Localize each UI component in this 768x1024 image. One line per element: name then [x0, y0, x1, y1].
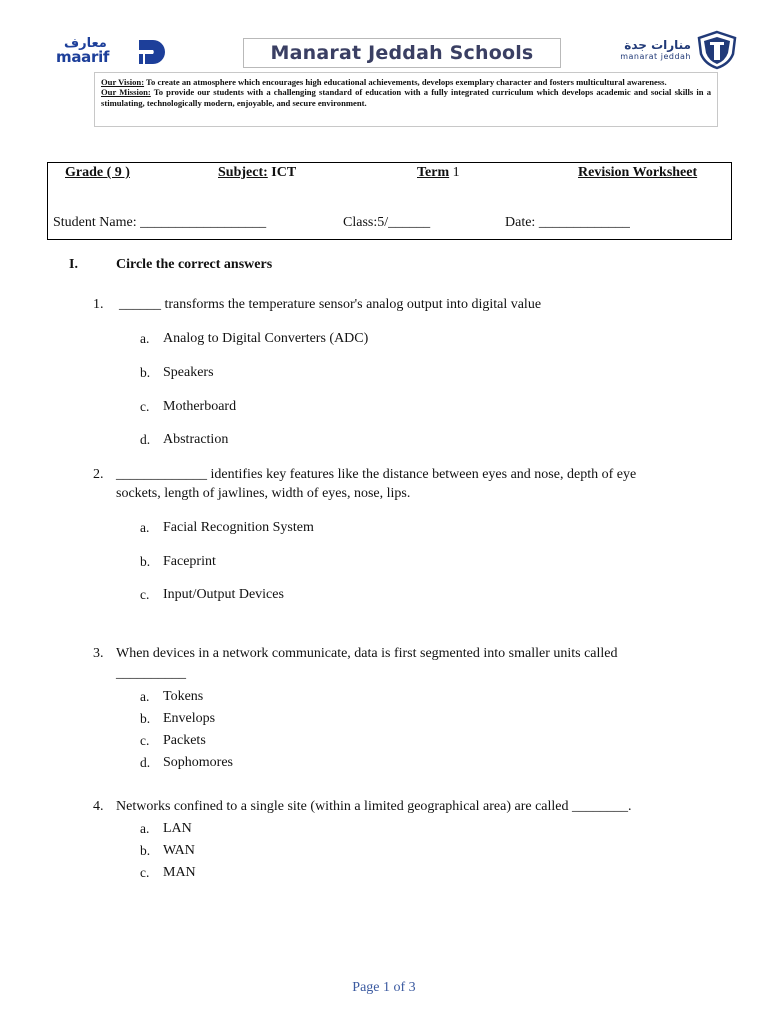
manarat-logo-text — [619, 38, 691, 61]
page-number: Page 1 of 3 — [352, 980, 416, 995]
student-info-box — [47, 162, 732, 240]
term-label: Term — [417, 165, 450, 180]
question-number: 1. — [93, 297, 104, 312]
shield-crest-icon — [695, 30, 739, 70]
term-field — [417, 165, 460, 181]
subject-value: ICT — [267, 165, 297, 180]
option-letter: d. — [140, 432, 151, 447]
question-number: 3. — [93, 646, 104, 661]
option-letter: c. — [140, 587, 150, 602]
option-letter: a. — [140, 331, 150, 346]
worksheet-title: Revision Worksheet — [578, 165, 698, 180]
vision-mission-box — [94, 72, 718, 127]
manarat-logo-english: manarat jeddah — [620, 52, 691, 61]
option-text[interactable]: Abstraction — [163, 432, 229, 447]
question-text: Networks confined to a single site (within a limited geographical area) are called ________. — [116, 799, 632, 814]
date-field: Date: _____________ — [505, 215, 630, 230]
question-text-continued: __________ — [116, 666, 186, 681]
subject-label: Subject: — [218, 165, 268, 180]
maarif-logo-arabic: معارف — [64, 36, 107, 51]
maarif-logo-english: maarif — [56, 48, 110, 66]
option-letter: d. — [140, 755, 151, 770]
section-number: I. — [69, 257, 78, 272]
vision-label: Our Vision: — [101, 77, 145, 87]
option-text[interactable]: MAN — [163, 865, 196, 880]
grade-label: Grade ( 9 ) — [65, 165, 130, 180]
option-letter: b. — [140, 365, 151, 380]
brand-mark-icon — [135, 36, 173, 68]
option-text[interactable]: Input/Output Devices — [163, 587, 284, 602]
option-text[interactable]: Analog to Digital Converters (ADC) — [163, 331, 369, 346]
option-letter: a. — [140, 821, 150, 836]
option-letter: b. — [140, 843, 151, 858]
option-text[interactable]: Sophomores — [163, 755, 233, 770]
option-letter: c. — [140, 733, 150, 748]
manarat-logo-arabic: منارات جدة — [624, 38, 691, 52]
option-text[interactable]: Faceprint — [163, 554, 216, 569]
question-text: When devices in a network communicate, data is first segmented into smaller units called — [116, 646, 618, 661]
option-text[interactable]: WAN — [163, 843, 195, 858]
mission-text: To provide our students with a challenging standard of education with a fully integrated curriculum which develops academic and social skills in a stimulating, technologically modern, enjoyable, and secure environment. — [101, 87, 711, 108]
option-text[interactable]: Envelops — [163, 711, 216, 726]
question-text-continued: sockets, length of jawlines, width of eyes, nose, lips. — [116, 486, 411, 501]
option-text[interactable]: Packets — [163, 733, 206, 748]
question-number: 2. — [93, 467, 104, 482]
option-letter: a. — [140, 520, 150, 535]
option-letter: b. — [140, 554, 151, 569]
option-text[interactable]: Motherboard — [163, 399, 237, 414]
school-title: Manarat Jeddah Schools — [243, 38, 561, 68]
option-letter: b. — [140, 711, 151, 726]
option-text[interactable]: LAN — [163, 821, 192, 836]
option-text[interactable]: Tokens — [163, 689, 204, 704]
maarif-logo — [56, 36, 114, 66]
student-name-field: Student Name: __________________ — [53, 215, 267, 230]
option-letter: a. — [140, 689, 150, 704]
question-text: ______ transforms the temperature sensor's analog output into digital value — [119, 297, 542, 312]
question-number: 4. — [93, 799, 104, 814]
question-text: _____________ identifies key features like the distance between eyes and nose, depth of eye — [116, 467, 637, 482]
option-letter: c. — [140, 865, 150, 880]
term-value: 1 — [449, 165, 460, 180]
subject-field — [218, 165, 296, 181]
option-letter: c. — [140, 399, 150, 414]
option-text[interactable]: Speakers — [163, 365, 214, 380]
section-title: Circle the correct answers — [116, 257, 273, 272]
option-text[interactable]: Facial Recognition System — [163, 520, 314, 535]
vision-text: To create an atmosphere which encourages high educational achievements, develops exemplary character and fosters multicultural awareness. — [144, 77, 667, 87]
class-field: Class:5/______ — [343, 215, 431, 230]
mission-label: Our Mission: — [101, 87, 151, 98]
